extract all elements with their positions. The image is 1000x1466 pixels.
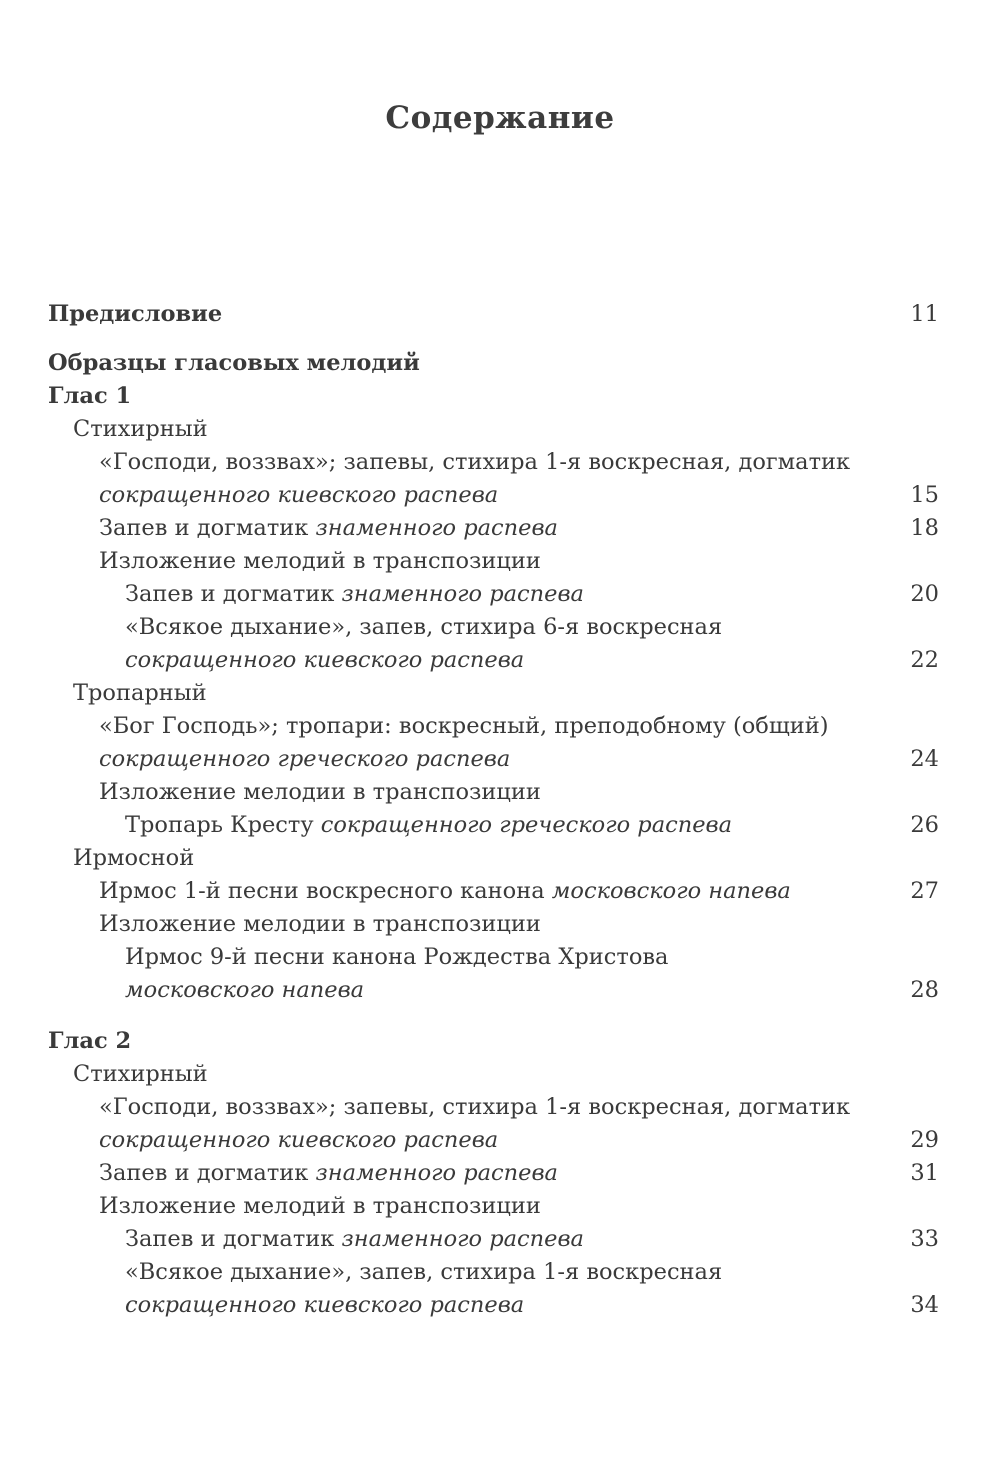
toc-page-number: 27 (910, 878, 939, 904)
toc-entry-part: «Всякое дыхание», запев, стихира 6-я воскресная (125, 614, 723, 640)
toc-entry-text (125, 1289, 524, 1322)
toc-entry-italic-part: московского напева (125, 977, 365, 1003)
toc-entry-text (99, 776, 541, 809)
toc-entry-text (73, 842, 194, 875)
toc-entry-part: Запев и догматик (125, 1226, 342, 1252)
toc-entry-part: «Всякое дыхание», запев, стихира 1-я воскресная (125, 1259, 723, 1285)
toc-entry (0, 776, 1000, 809)
toc-entry-part: Изложение мелодии в транспозиции (99, 779, 541, 805)
toc-entry (0, 347, 1000, 380)
toc-page-number: 33 (910, 1226, 939, 1252)
toc-entry-text (48, 347, 420, 380)
toc-entry-text (125, 941, 668, 974)
toc-entry-text (99, 710, 829, 743)
toc-entry-part: Запев и догматик (99, 515, 316, 541)
toc-entry-part: Изложение мелодии в транспозиции (99, 911, 541, 937)
toc-entry-text (125, 1256, 722, 1289)
toc-entry (0, 446, 1000, 479)
toc-entry-text (48, 298, 222, 331)
toc-entry-text (125, 578, 584, 611)
toc-entry-text (99, 908, 541, 941)
toc-entry-part: Глас 1 (48, 383, 132, 409)
toc-entry-part: Ирмос 9-й песни канона Рождества Христова (125, 944, 669, 970)
toc-entry-part: Ирмос 1-й песни воскресного канона (99, 878, 552, 904)
toc-entry-text (99, 875, 791, 908)
toc-entry-part: Образцы гласовых мелодий (48, 350, 420, 376)
toc-entry-part: Стихирный (73, 1061, 208, 1087)
toc-entry-part: Ирмосной (73, 845, 195, 871)
toc-entry-italic-part: сокращенного киевского распева (125, 647, 525, 673)
toc-entry-text (99, 1091, 850, 1124)
toc-entry (0, 611, 1000, 644)
toc-page-number: 28 (910, 977, 939, 1003)
toc-entry-text (99, 479, 498, 512)
toc-entry (0, 1256, 1000, 1289)
toc-entry-text (99, 512, 558, 545)
toc-entry-part: Запев и догматик (99, 1160, 316, 1186)
toc-entry (0, 842, 1000, 875)
toc-entry-part: «Господи, воззвах»; запевы, стихира 1-я воскресная, догматик (99, 1094, 851, 1120)
toc-entry-text (99, 1190, 541, 1223)
toc-page-number: 20 (910, 581, 939, 607)
toc-entry-text (73, 413, 208, 446)
toc-entry (0, 710, 1000, 743)
toc-entry (0, 809, 1000, 842)
toc-entry (0, 479, 1000, 512)
page-title: Содержание (385, 100, 615, 136)
toc-entry (0, 578, 1000, 611)
toc-entry (0, 1058, 1000, 1091)
toc-page-number: 11 (910, 301, 939, 327)
toc-entry-italic-part: сокращенного греческого распева (99, 746, 511, 772)
toc-entry (0, 1190, 1000, 1223)
toc-entry-italic-part: знаменного распева (315, 1160, 558, 1186)
toc-entry (0, 413, 1000, 446)
toc-page-number: 24 (910, 746, 939, 772)
toc-entry-text (125, 1223, 584, 1256)
toc-entry (0, 941, 1000, 974)
toc-entry (0, 677, 1000, 710)
toc-page-number: 31 (910, 1160, 939, 1186)
toc-entry-text (125, 644, 524, 677)
toc-entry-italic-part: знаменного распева (341, 581, 584, 607)
toc-entry-part: «Господи, воззвах»; запевы, стихира 1-я воскресная, догматик (99, 449, 851, 475)
toc-entry-part: Глас 2 (48, 1028, 132, 1054)
toc-page-number: 15 (910, 482, 939, 508)
toc-entry (0, 298, 1000, 331)
toc-entry-text (125, 809, 732, 842)
toc-entry-text (48, 380, 131, 413)
toc-entry (0, 1289, 1000, 1322)
toc-entry-italic-part: сокращенного киевского распева (125, 1292, 525, 1318)
toc-entry (0, 1157, 1000, 1190)
toc-entry-text (99, 545, 541, 578)
toc-entry-part: Изложение мелодий в транспозиции (99, 1193, 541, 1219)
toc-entry (0, 1091, 1000, 1124)
toc-entry-italic-part: сокращенного киевского распева (99, 1127, 499, 1153)
toc-page-number: 26 (910, 812, 939, 838)
toc-entry-italic-part: сокращенного греческого распева (320, 812, 733, 838)
toc-page-number: 34 (910, 1292, 939, 1318)
toc-page-number: 18 (910, 515, 939, 541)
toc-entry-part: Предисловие (48, 301, 223, 327)
toc-entry (0, 908, 1000, 941)
toc-entry (0, 974, 1000, 1007)
toc-entry (0, 1124, 1000, 1157)
toc-entry-part: «Бог Господь»; тропари: воскресный, преподобному (общий) (99, 713, 829, 739)
toc-entry (0, 875, 1000, 908)
toc-entry-text (99, 1124, 498, 1157)
toc-entry-part: Запев и догматик (125, 581, 342, 607)
toc-entry-text (48, 1025, 131, 1058)
toc-entry-italic-part: московского напева (551, 878, 791, 904)
toc-entry-text (99, 743, 510, 776)
toc-entry (0, 512, 1000, 545)
toc-entry-part: Тропарь Кресту (125, 812, 321, 838)
toc-entry-italic-part: сокращенного киевского распева (99, 482, 499, 508)
toc-entry (0, 545, 1000, 578)
toc-entry (0, 743, 1000, 776)
toc-entry-text (73, 677, 207, 710)
toc-entry-text (99, 446, 850, 479)
toc-entry-text (125, 611, 722, 644)
toc-entry-text (73, 1058, 208, 1091)
toc-entry (0, 644, 1000, 677)
toc-entry (0, 1223, 1000, 1256)
toc-entry (0, 1025, 1000, 1058)
toc-page-number: 22 (910, 647, 939, 673)
toc-entry-italic-part: знаменного распева (315, 515, 558, 541)
toc-entry-text (125, 974, 364, 1007)
toc-entry-part: Изложение мелодий в транспозиции (99, 548, 541, 574)
toc-page-number: 29 (910, 1127, 939, 1153)
toc-entry-text (99, 1157, 558, 1190)
toc-entry-part: Тропарный (73, 680, 207, 706)
toc-entry (0, 380, 1000, 413)
toc-entry-italic-part: знаменного распева (341, 1226, 584, 1252)
toc-entry-part: Стихирный (73, 416, 208, 442)
